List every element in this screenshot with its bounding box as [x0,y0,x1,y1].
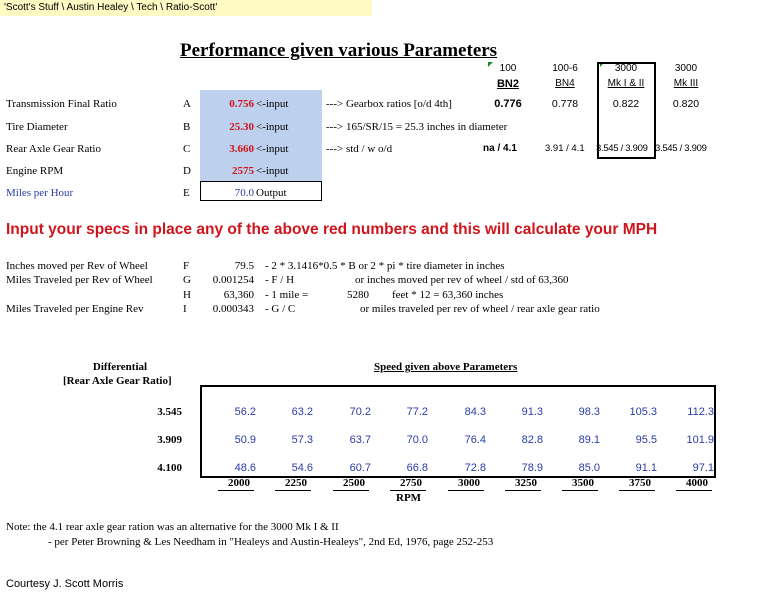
ratio-row-label: 4.100 [157,462,182,474]
input-tag: <-input [256,165,289,177]
speed-cell: 101.9 [686,434,714,446]
file-path-bar: 'Scott's Stuff \ Austin Healey \ Tech \ Ratio-Scott' [0,0,372,16]
speed-cell: 77.2 [406,406,428,418]
param-note: ---> std / w o/d [326,143,393,155]
calc-letter: H [183,289,191,301]
rpm-underline [505,490,541,491]
rpm-underline [448,490,484,491]
model-axle-3: 3.545 / 3.909 [596,143,648,154]
calc-note: or miles traveled per rev of wheel / rear axle gear ratio [360,303,600,315]
rpm-underline [218,490,254,491]
speed-cell: 112.3 [687,406,714,418]
param-letter: A [183,98,191,110]
speed-cell: 91.3 [521,406,543,418]
model-bottom-4: Mk III [673,78,699,89]
speed-cell: 82.8 [521,434,543,446]
speed-cell: 70.2 [349,406,371,418]
calc-label: Inches moved per Rev of Wheel [6,260,148,272]
rpm-cell: 3500 [572,477,594,489]
calc-formula: - G / C [265,303,296,315]
courtesy-text: Courtesy J. Scott Morris [6,578,124,590]
calc-letter: G [183,274,191,286]
output-mph: 70.0 [234,187,254,199]
ratio-row-label: 3.909 [157,434,182,446]
rpm-underline [676,490,712,491]
calc-value: 0.001254 [212,274,254,286]
rpm-cell: 4000 [686,477,708,489]
rpm-cell: 3750 [629,477,651,489]
calc-extra: feet * 12 = 63,360 inches [392,289,504,301]
model-axle-4: 3.545 / 3.909 [655,143,707,154]
speed-cell: 98.3 [578,406,600,418]
speed-header: Speed given above Parameters [374,361,518,373]
param-note: ---> 165/SR/15 = 25.3 inches in diameter [326,121,508,133]
rpm-cell: 2750 [400,477,422,489]
input-tire-diameter[interactable]: 25.30 [229,121,254,133]
speed-cell: 89.1 [578,434,600,446]
rpm-underline [619,490,655,491]
rpm-underline [333,490,369,491]
rpm-underline [562,490,598,491]
input-transmission-ratio[interactable]: 0.756 [229,98,254,110]
param-letter: C [183,143,191,155]
speed-cell: 57.3 [291,434,313,446]
speed-cell: 91.1 [635,462,657,474]
model-ratio-1: 0.776 [494,98,522,110]
model-axle-1: na / 4.1 [483,143,517,154]
input-tag: <-input [256,98,289,110]
calc-letter: I [183,303,187,315]
param-label: Tire Diameter [6,121,68,133]
calc-note: or inches moved per rev of wheel / std of 63,360 [355,274,569,286]
calc-value: 79.5 [234,260,254,272]
param-label: Transmission Final Ratio [6,98,117,110]
rpm-cell: 3000 [458,477,480,489]
input-engine-rpm[interactable]: 2575 [232,165,254,177]
calc-label: Miles Traveled per Rev of Wheel [6,274,153,286]
speed-cell: 78.9 [521,462,543,474]
differential-header: Differential [92,361,148,373]
rpm-cell: 2000 [228,477,250,489]
param-letter: D [183,165,191,177]
input-axle-ratio[interactable]: 3.660 [229,143,254,155]
speed-cell: 63.2 [291,406,313,418]
speed-cell: 48.6 [234,462,256,474]
param-letter: E [183,187,190,199]
speed-cell: 105.3 [629,406,657,418]
param-label: Engine RPM [6,165,64,177]
footnote-line: Note: the 4.1 rear axle gear ration was an alternative for the 3000 Mk I & II [6,521,339,533]
model-axle-2: 3.91 / 4.1 [545,143,585,154]
param-letter: B [183,121,191,133]
model-top-4: 3000 [674,63,698,74]
model-bottom-1: BN2 [496,78,519,90]
speed-cell: 76.4 [464,434,486,446]
model-ratio-4: 0.820 [672,98,700,110]
calc-extra: 5280 [347,289,369,301]
calc-formula: - 1 mile = [265,289,309,301]
speed-cell: 70.0 [406,434,428,446]
calc-formula: - 2 * 3.1416*0.5 * B or 2 * pi * tire diameter in inches [265,260,505,272]
calc-value: 0.000343 [212,303,254,315]
instruction-text: Input your specs in place any of the above red numbers and this will calculate your MPH [6,221,658,238]
input-tag: <-input [256,121,289,133]
speed-cell: 72.8 [464,462,486,474]
calc-value: 63,360 [223,289,254,301]
calc-letter: F [183,260,190,272]
calc-formula: - F / H [265,274,295,286]
speed-cell: 60.7 [349,462,371,474]
rpm-cell: 3250 [515,477,537,489]
ratio-row-label: 3.545 [157,406,182,418]
differential-subheader: [Rear Axle Gear Ratio] [63,375,172,387]
rpm-underline [275,490,311,491]
speed-cell: 66.8 [406,462,428,474]
param-label: Rear Axle Gear Ratio [6,143,101,155]
model-bottom-3: Mk I & II [607,78,645,89]
speed-cell: 84.3 [464,406,486,418]
model-top-2: 100-6 [552,63,578,74]
output-tag: Output [256,187,287,199]
speed-cell: 97.1 [692,462,714,474]
model-ratio-3: 0.822 [612,98,640,110]
rpm-cell: 2250 [285,477,307,489]
model-top-1: 100 [499,63,517,74]
model-ratio-2: 0.778 [551,98,579,110]
speed-cell: 63.7 [349,434,371,446]
speed-cell: 95.5 [635,434,657,446]
page-title: Performance given various Parameters [180,40,498,61]
speed-cell: 56.2 [234,406,256,418]
param-label: Miles per Hour [6,187,74,199]
speed-cell: 85.0 [578,462,600,474]
speed-cell: 54.6 [291,462,313,474]
speed-cell: 50.9 [234,434,256,446]
model-top-3: 3000 [614,63,638,74]
param-note: ---> Gearbox ratios [o/d 4th] [326,98,452,110]
footnote-line: - per Peter Browning & Les Needham in "Healeys and Austin-Healeys", 2nd Ed, 1976, page 252-253 [48,536,494,548]
rpm-cell: 2500 [343,477,365,489]
input-tag: <-input [256,143,289,155]
rpm-axis-label: RPM [396,492,422,504]
calc-label: Miles Traveled per Engine Rev [6,303,144,315]
model-bottom-2: BN4 [555,78,575,89]
